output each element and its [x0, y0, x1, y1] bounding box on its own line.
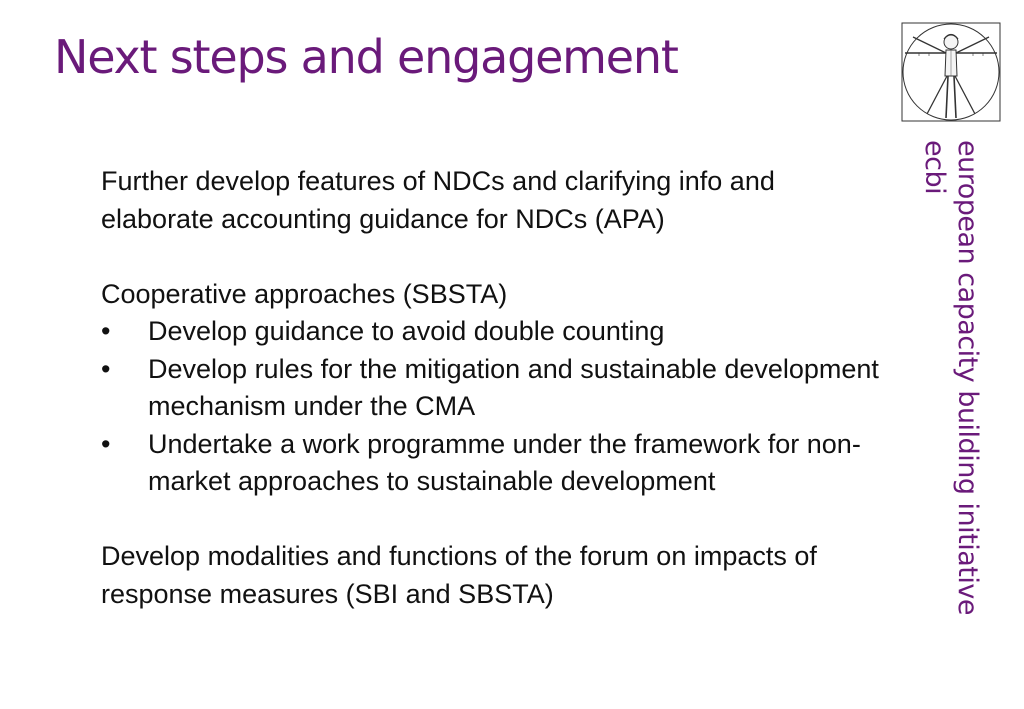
- bullet-icon: •: [101, 353, 111, 384]
- list-item: [101, 313, 881, 351]
- paragraph-response-measures: Develop modalities and functions of the forum on impacts of response measures (SBI and SBSTA): [101, 541, 817, 609]
- slide-title: Next steps and engagement: [54, 30, 678, 84]
- slide-body: [101, 163, 881, 613]
- org-abbrev: ecbi: [919, 140, 950, 195]
- list-item: [101, 351, 881, 426]
- org-name-vertical: [918, 140, 990, 660]
- bullet-text: Undertake a work programme under the framework for non-market approaches to sustainable development: [148, 428, 861, 496]
- bullet-icon: •: [101, 316, 111, 346]
- bullet-text: Develop guidance to avoid double counting: [148, 316, 665, 346]
- bullet-icon: •: [101, 428, 111, 459]
- vitruvian-man-icon: [899, 20, 1003, 124]
- paragraph-ndc-features: Further develop features of NDCs and clarifying info and elaborate accounting guidance for NDCs (APA): [101, 166, 775, 234]
- paragraph-cooperative-heading: Cooperative approaches (SBSTA): [101, 278, 508, 309]
- spacer: [101, 238, 881, 276]
- spacer: [101, 501, 881, 539]
- bullet-text: Develop rules for the mitigation and sustainable development mechanism under the CMA: [148, 353, 879, 421]
- list-item: [101, 426, 881, 501]
- bullet-list: [101, 313, 881, 501]
- org-name: european capacity building initiative: [952, 140, 983, 615]
